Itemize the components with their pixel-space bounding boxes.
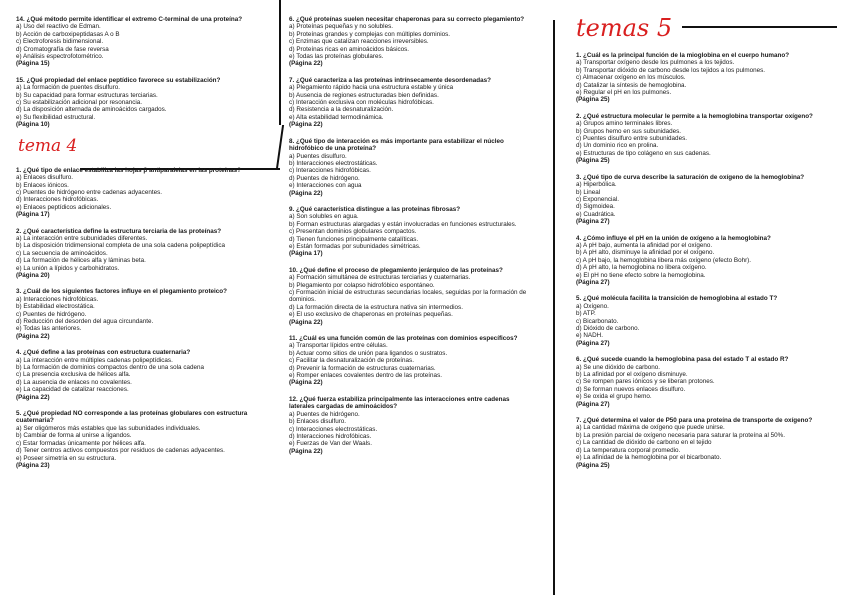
answer-option: d) Proteínas ricas en aminoácidos básicos. [289, 45, 410, 53]
page-reference: (Página 10) [16, 121, 50, 129]
answer-option: c) A pH bajo, la hemoglobina libera más oxígeno (efecto Bohr). [576, 256, 752, 264]
question-block [576, 356, 838, 408]
answer-option: e) NADH. [576, 332, 603, 340]
question-block [16, 167, 274, 219]
answer-option: d) Interacciones hidrofóbicas. [16, 196, 99, 204]
page-reference: (Página 25) [576, 461, 610, 469]
answer-option: d) Tienen funciones principalmente catalíticas. [289, 235, 419, 243]
answer-option: c) Exponencial. [576, 195, 620, 203]
answer-option: e) El uso exclusivo de chaperonas en proteínas pequeñas. [289, 311, 453, 319]
page-reference: (Página 27) [576, 278, 610, 286]
page-reference: (Página 17) [16, 211, 50, 219]
question-text: 2. ¿Qué característica define la estructura terciaria de las proteínas? [16, 227, 222, 235]
answer-option: c) Interacciones electrostáticas. [289, 425, 378, 433]
divider-col2-col3-vertical [553, 20, 555, 595]
answer-option: e) Estructuras de tipo colágeno en sus cadenas. [576, 149, 711, 157]
page-reference: (Página 22) [289, 447, 323, 455]
page-reference: (Página 20) [16, 271, 50, 279]
answer-option: e) La unión a lípidos y carbohidratos. [16, 264, 120, 272]
answer-option: a) A pH bajo, aumenta la afinidad por el oxígeno. [576, 241, 713, 249]
question-group [289, 16, 533, 455]
answer-option: b) Interacciones electrostáticas. [289, 159, 378, 167]
question-text: 7. ¿Qué caracteriza a las proteínas intrínsecamente desordenadas? [289, 76, 491, 84]
divider-tema4-connector [276, 125, 284, 169]
answer-option: d) Un dominio rico en prolina. [576, 142, 659, 150]
answer-option: e) Cuadrática. [576, 210, 616, 218]
question-text: 8. ¿Qué tipo de interacción es más importante para estabilizar el núcleo hidrofóbico de una proteína? [289, 137, 504, 153]
page-reference: (Página 27) [576, 218, 610, 226]
answer-option: c) La secuencia de aminoácidos. [16, 249, 108, 257]
answer-option: b) Ausencia de regiones estructuradas bien definidas. [289, 91, 439, 99]
answer-option: a) Enlaces disulfuro. [16, 174, 74, 182]
answer-option: e) Todas las proteínas globulares. [289, 53, 384, 61]
answer-option: b) Estabilidad electrostática. [16, 303, 95, 311]
answer-option: c) Formación inicial de estructuras secundarias locales, seguidas por la formación de dominios. [289, 289, 527, 304]
answer-option: d) Catalizar la síntesis de hemoglobina. [576, 81, 687, 89]
question-text: 3. ¿Cuál de los siguientes factores influye en el plegamiento proteico? [16, 288, 227, 296]
question-block [16, 410, 274, 469]
tema-4-heading: tema 4 [18, 135, 78, 156]
answer-option: d) La formación de hélices alfa y láminas beta. [16, 257, 146, 265]
question-text: 5. ¿Qué molécula facilita la transición de hemoglobina al estado T? [576, 295, 778, 303]
question-block [289, 138, 533, 197]
question-text: 11. ¿Cuál es una función común de las proteínas con dominios específicos? [289, 335, 518, 343]
answer-option: b) ATP. [576, 310, 596, 318]
answer-option: b) Enlaces disulfuro. [289, 418, 347, 426]
column-right [576, 16, 838, 615]
page-reference: (Página 25) [576, 157, 610, 165]
answer-option: b) Transportar dióxido de carbono desde los tejidos a los pulmones. [576, 66, 766, 74]
answer-option: a) Interacciones hidrofóbicas. [16, 295, 99, 303]
question-text: 12. ¿Qué fuerza estabiliza principalmente las interacciones entre cadenas laterales cargadas de aminoácidos? [289, 395, 510, 411]
answer-option: c) Bicarbonato. [576, 317, 619, 325]
page-reference: (Página 22) [289, 379, 323, 387]
page-reference: (Página 27) [576, 339, 610, 347]
answer-option: e) La afinidad de la hemoglobina por el bicarbonato. [576, 454, 722, 462]
answer-option: c) Se rompen pares iónicos y se liberan protones. [576, 378, 715, 386]
answer-option: e) Análisis espectrofotométrico. [16, 53, 104, 61]
answer-option: d) Prevenir la formación de estructuras cuaternarias. [289, 364, 436, 372]
question-block [289, 16, 533, 68]
answer-option: a) Grupos amino terminales libres. [576, 120, 673, 128]
answer-option: a) Transportar oxígeno desde los pulmones a los tejidos. [576, 59, 735, 67]
answer-option: d) La temperatura corporal promedio. [576, 446, 681, 454]
answer-option: b) Actuar como sitios de unión para ligandos o sustratos. [289, 349, 448, 357]
question-text: 9. ¿Qué característica distingue a las proteínas fibrosas? [289, 205, 461, 213]
question-text: 7. ¿Qué determina el valor de P50 para una proteína de transporte de oxígeno? [576, 417, 813, 425]
question-block [576, 295, 838, 347]
answer-option: e) Romper enlaces covalentes dentro de las proteínas. [289, 372, 442, 380]
question-text: 1. ¿Qué tipo de enlace estabiliza las hojas β antiparalelas en las proteínas? [16, 166, 242, 174]
answer-option: b) Lineal [576, 188, 601, 196]
question-block [16, 77, 274, 129]
answer-option: d) A pH alto, la hemoglobina no libera oxígeno. [576, 264, 707, 272]
page-reference: (Página 22) [289, 60, 323, 68]
answer-option: c) Almacenar oxígeno en los músculos. [576, 74, 686, 82]
answer-option: e) Se oxida el grupo hemo. [576, 393, 652, 401]
answer-option: c) Su estabilización adicional por resonancia. [16, 99, 143, 107]
answer-option: d) La ausencia de enlaces no covalentes. [16, 378, 132, 386]
question-text: 2. ¿Qué estructura molecular le permite a la hemoglobina transportar oxígeno? [576, 112, 813, 120]
answer-option: c) Estar formadas únicamente por hélices alfa. [16, 439, 146, 447]
answer-option: e) Alta estabilidad termodinámica. [289, 113, 384, 121]
answer-option: c) La presencia exclusiva de hélices alfa. [16, 371, 131, 379]
answer-option: b) Cambiar de forma al unirse a ligandos. [16, 432, 132, 440]
column-left [16, 16, 274, 615]
answer-option: b) A pH alto, disminuye la afinidad por el oxígeno. [576, 249, 715, 257]
question-text: 4. ¿Cómo influye el pH en la unión de oxígeno a la hemoglobina? [576, 234, 771, 242]
column-middle [289, 16, 533, 615]
question-group [16, 167, 274, 470]
question-block [289, 396, 533, 455]
answer-option: a) Hiperbólica. [576, 181, 617, 189]
answer-option: b) Forman estructuras alargadas y están involucradas en funciones estructurales. [289, 220, 517, 228]
question-text: 15. ¿Qué propiedad del enlace peptídico favorece su estabilización? [16, 76, 221, 84]
answer-option: c) Electroforesis bidimensional. [16, 38, 104, 46]
answer-option: e) Regular el pH en los pulmones. [576, 89, 672, 97]
answer-option: b) Enlaces iónicos. [16, 181, 69, 189]
answer-option: e) Todas las anteriores. [16, 325, 82, 333]
question-text: 4. ¿Qué define a las proteínas con estructura cuaternaria? [16, 349, 191, 357]
answer-option: d) Dióxido de carbono. [576, 325, 640, 332]
answer-option: a) La interacción entre subunidades diferentes. [16, 234, 148, 242]
answer-option: d) Interacciones hidrofóbicas. [289, 432, 372, 440]
answer-option: a) Uso del reactivo de Edman. [16, 23, 101, 31]
answer-option: a) La cantidad máxima de oxígeno que puede unirse. [576, 424, 725, 432]
page-reference: (Página 23) [16, 461, 50, 469]
answer-option: e) Enlaces peptídicos adicionales. [16, 203, 112, 211]
answer-option: a) Puentes disulfuro. [289, 152, 347, 160]
answer-option: e) La capacidad de catalizar reacciones. [16, 386, 129, 394]
page-reference: (Página 22) [289, 189, 323, 197]
answer-option: b) La disposición tridimensional completa de una sola cadena polipeptídica [16, 242, 225, 250]
answer-option: e) Poseer simetría en su estructura. [16, 454, 117, 462]
answer-option: a) Transportar lípidos entre células. [289, 342, 388, 350]
question-block [576, 52, 838, 104]
answer-option: a) Se une dióxido de carbono. [576, 363, 661, 371]
question-block [289, 267, 533, 326]
question-text: 6. ¿Qué proteínas suelen necesitar chaperonas para su correcto plegamiento? [289, 16, 525, 23]
answer-option: e) Fuerzas de Van der Waals. [289, 440, 372, 448]
answer-option: c) Enzimas que catalizan reacciones irreversibles. [289, 38, 429, 46]
answer-option: c) Puentes disulfuro entre subunidades. [576, 135, 687, 143]
answer-option: d) La disposición alternada de aminoácidos cargados. [16, 106, 167, 114]
question-text: 5. ¿Qué propiedad NO corresponde a las proteínas globulares con estructura cuaternaria? [16, 410, 248, 425]
answer-option: a) Puentes de hidrógeno. [289, 410, 360, 418]
answer-option: a) Son solubles en agua. [289, 213, 359, 221]
question-text: 3. ¿Qué tipo de curva describe la saturación de oxígeno de la hemoglobina? [576, 173, 805, 181]
answer-option: c) Presentan dominios globulares compactos. [289, 228, 417, 236]
question-block [289, 335, 533, 387]
answer-option: c) Puentes de hidrógeno. [16, 310, 87, 318]
answer-option: a) Formación simultánea de estructuras terciarias y cuaternarias. [289, 274, 471, 282]
tema-5-heading: temas 5 [576, 16, 673, 42]
answer-option: a) Oxígeno. [576, 302, 609, 310]
answer-option: a) Proteínas pequeñas y no solubles. [289, 23, 393, 31]
answer-option: d) Reducción del desorden del agua circundante. [16, 318, 154, 325]
answer-option: b) Proteínas grandes y complejas con múltiples dominios. [289, 30, 450, 38]
answer-option: b) La presión parcial de oxígeno necesaria para saturar la proteína al 50%. [576, 431, 785, 439]
question-block [576, 174, 838, 226]
answer-option: c) Facilitar la desnaturalización de proteínas. [289, 357, 414, 365]
answer-option: b) La afinidad por el oxígeno disminuye. [576, 371, 688, 379]
question-block [289, 77, 533, 129]
question-group [16, 16, 274, 129]
question-block [289, 206, 533, 258]
page-reference: (Página 22) [289, 121, 323, 129]
answer-option: e) Interacciones con agua [289, 182, 362, 190]
page-reference: (Página 25) [576, 96, 610, 104]
answer-option: b) Plegamiento por colapso hidrofóbico espontáneo. [289, 281, 435, 289]
question-block [576, 417, 838, 469]
question-block [16, 16, 274, 68]
answer-option: d) La formación directa de la estructura nativa sin intermedios. [289, 303, 463, 311]
answer-option: b) Grupos hemo en sus subunidades. [576, 127, 682, 135]
question-block [576, 113, 838, 165]
answer-option: a) Ser oligómeros más estables que las subunidades individuales. [16, 424, 201, 432]
page-reference: (Página 22) [16, 393, 50, 401]
page-reference: (Página 22) [289, 318, 323, 326]
answer-option: d) Resistencia a la desnaturalización. [289, 106, 394, 114]
page-reference: (Página 27) [576, 400, 610, 408]
question-text: 1. ¿Cuál es la principal función de la mioglobina en el cuerpo humano? [576, 52, 790, 59]
answer-option: e) Están formadas por subunidades simétricas. [289, 242, 421, 250]
answer-option: e) El pH no tiene efecto sobre la hemoglobina. [576, 271, 706, 279]
answer-option: d) Puentes de hidrógeno. [289, 174, 360, 182]
question-text: 14. ¿Qué método permite identificar el extremo C-terminal de una proteína? [16, 16, 243, 23]
answer-option: d) Tener centros activos compuestos por residuos de cadenas adyacentes. [16, 447, 225, 455]
question-block [16, 228, 274, 280]
answer-option: a) La interacción entre múltiples cadenas polipeptídicas. [16, 356, 173, 364]
question-block [16, 349, 274, 401]
answer-option: a) Plegamiento rápido hacia una estructura estable y única [289, 84, 454, 92]
question-text: 6. ¿Qué sucede cuando la hemoglobina pasa del estado T al estado R? [576, 356, 789, 364]
question-block [16, 288, 274, 340]
answer-option: d) Sigmoidea. [576, 203, 615, 211]
answer-option: b) Acción de carboxipeptidasas A o B [16, 30, 120, 38]
answer-option: d) Se forman nuevos enlaces disulfuro. [576, 385, 686, 393]
page-reference: (Página 22) [16, 332, 50, 340]
question-text: 10. ¿Qué define el proceso de plegamiento jerárquico de las proteínas? [289, 266, 503, 274]
answer-option: d) Cromatografía de fase reversa [16, 45, 109, 53]
page-reference: (Página 17) [289, 250, 323, 258]
answer-option: e) Su flexibilidad estructural. [16, 113, 96, 121]
question-block [576, 235, 838, 287]
divider-col1-col2-vertical [279, 0, 281, 125]
answer-option: c) Interacciones hidrofóbicas. [289, 167, 371, 175]
answer-option: c) Interacción exclusiva con moléculas hidrofóbicas. [289, 99, 434, 107]
page-reference: (Página 15) [16, 60, 50, 68]
question-group [576, 52, 838, 469]
answer-option: b) Su capacidad para formar estructuras terciarias. [16, 91, 158, 99]
answer-option: c) La cantidad de dióxido de carbono en el tejido [576, 439, 712, 447]
answer-option: b) La formación de dominios compactos dentro de una sola cadena [16, 364, 204, 372]
answer-option: c) Puentes de hidrógeno entre cadenas adyacentes. [16, 188, 162, 196]
answer-option: a) La formación de puentes disulfuro. [16, 84, 120, 92]
